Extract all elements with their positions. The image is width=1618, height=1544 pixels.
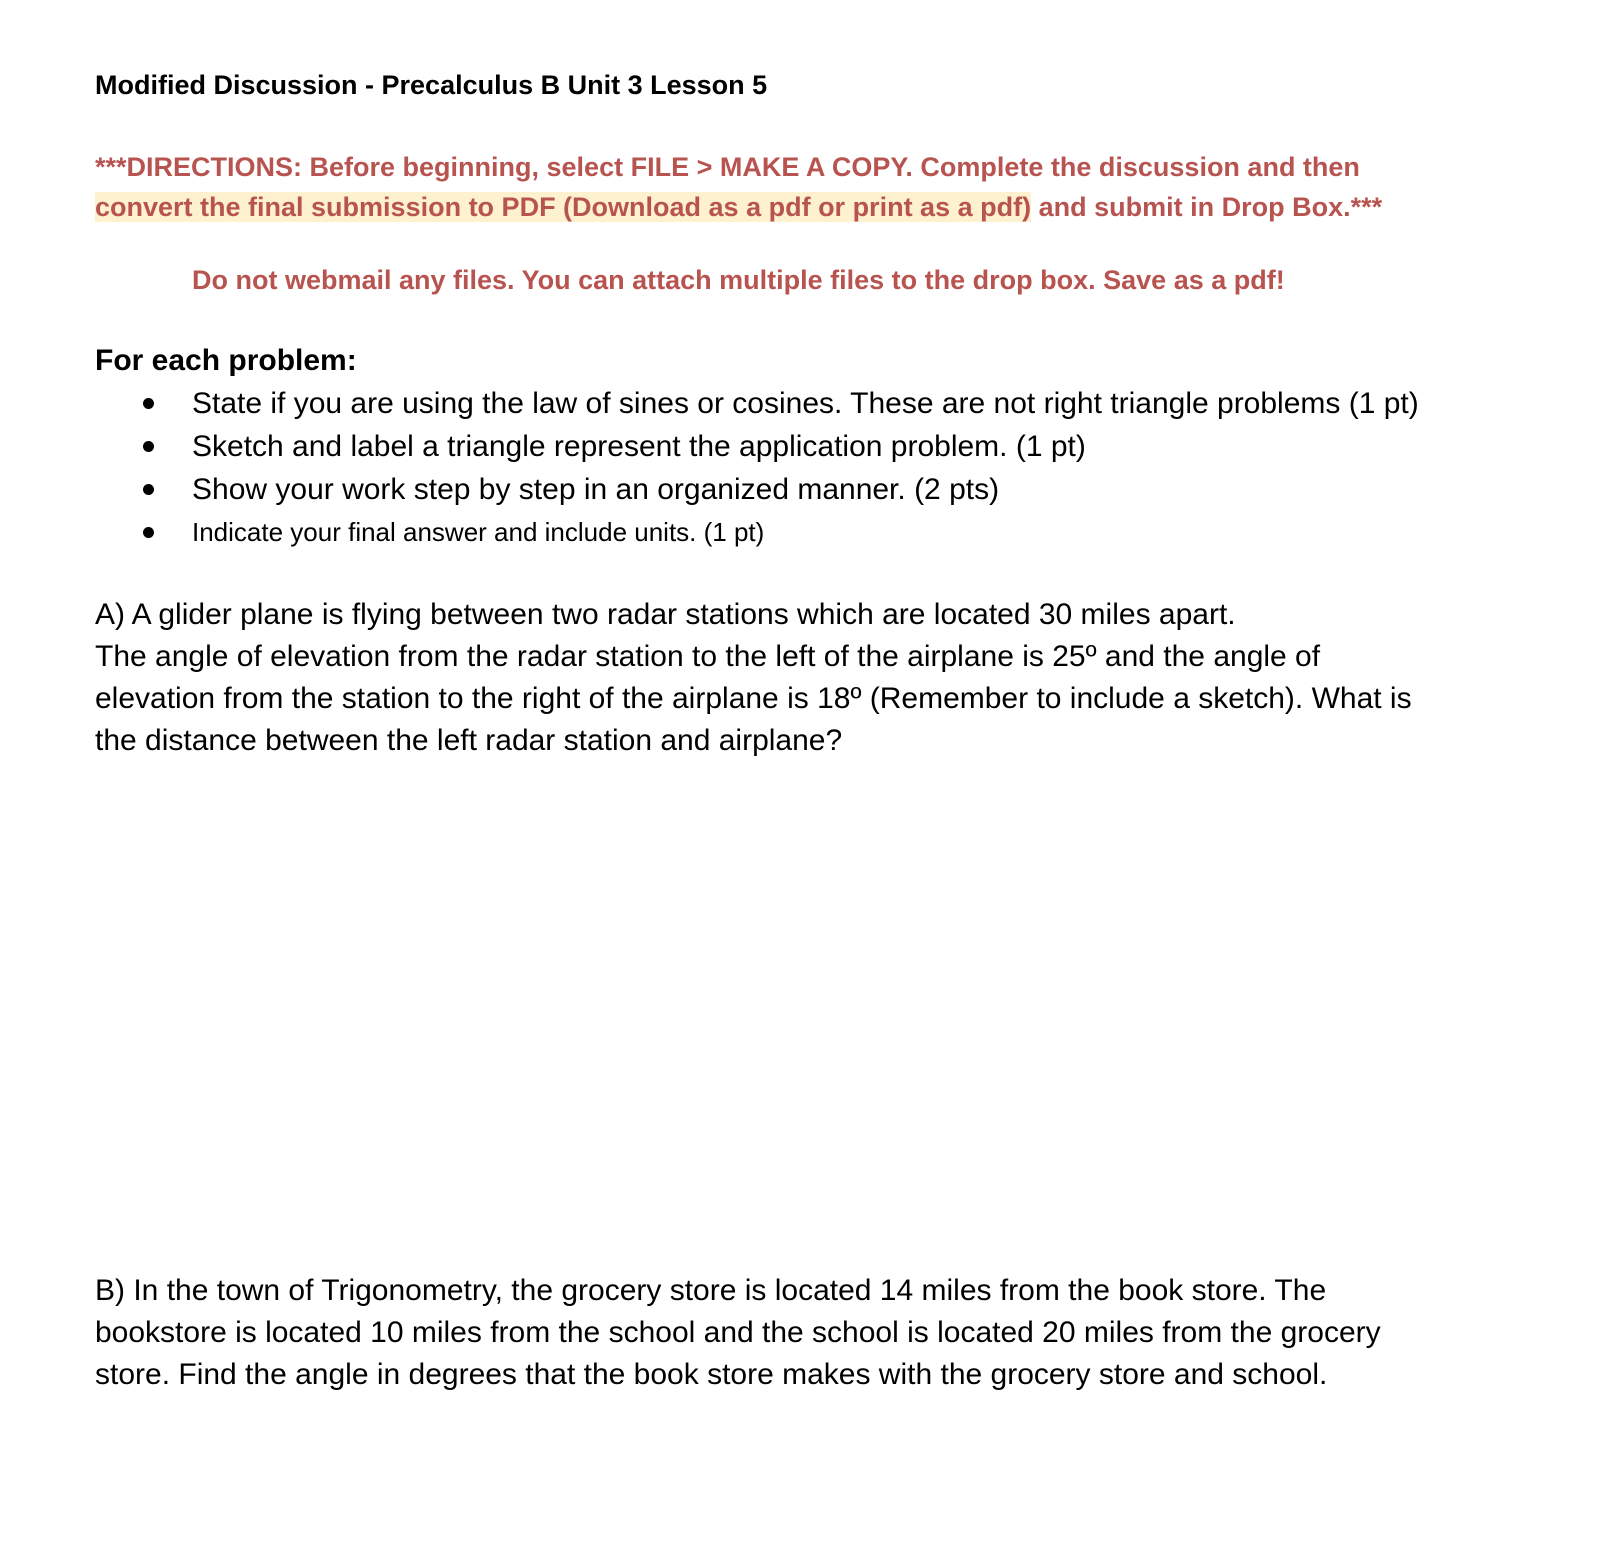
bullet-icon [143,398,154,409]
list-item [95,511,1419,554]
directions-block [95,147,1555,227]
problem-b [95,1270,1555,1396]
problem-a-line-2: The angle of elevation from the radar station to the left of the airplane is 25º and the angle of [95,640,1321,673]
directions-line-2-rest: and submit in Drop Box.*** [1031,192,1383,222]
for-each-problem-heading: For each problem: [95,344,357,377]
list-item [95,468,1419,511]
list-item [95,425,1419,468]
problem-b-line-1: B) In the town of Trigonometry, the grocery store is located 14 miles from the book store. The [95,1274,1327,1307]
problem-a-answer-area[interactable] [95,770,1555,1230]
document-title: Modified Discussion - Precalculus B Unit 3 Lesson 5 [95,70,768,100]
problem-b-answer-area[interactable] [95,1400,1555,1520]
directions-line-1: ***DIRECTIONS: Before beginning, select FILE > MAKE A COPY. Complete the discussion and then [95,152,1360,182]
bullet-icon [143,441,154,452]
criteria-text: Sketch and label a triangle represent the application problem. (1 pt) [192,430,1086,463]
criteria-list [95,382,1419,554]
bullet-icon [143,484,154,495]
bullet-icon [143,527,154,538]
problem-a [95,594,1555,762]
criteria-text: Show your work step by step in an organized manner. (2 pts) [192,473,1000,506]
problem-a-line-1: A) A glider plane is flying between two radar stations which are located 30 miles apart. [95,598,1236,631]
problem-a-line-4: the distance between the left radar station and airplane? [95,724,843,757]
problem-a-line-3: elevation from the station to the right of the airplane is 18º (Remember to include a sketch). What is [95,682,1412,715]
criteria-text: Indicate your final answer and include units. (1 pt) [192,517,765,547]
problem-b-line-2: bookstore is located 10 miles from the school and the school is located 20 miles from the grocery [95,1316,1381,1349]
directions-line-2 [95,187,1555,227]
directions-highlighted-text: convert the final submission to PDF (Download as a pdf or print as a pdf) [95,192,1032,222]
list-item [95,382,1419,425]
criteria-text: State if you are using the law of sines or cosines. These are not right triangle problems (1 pt) [192,387,1419,420]
warning-note: Do not webmail any files. You can attach multiple files to the drop box. Save as a pdf! [192,265,1285,295]
problem-b-line-3: store. Find the angle in degrees that the book store makes with the grocery store and school. [95,1358,1328,1391]
